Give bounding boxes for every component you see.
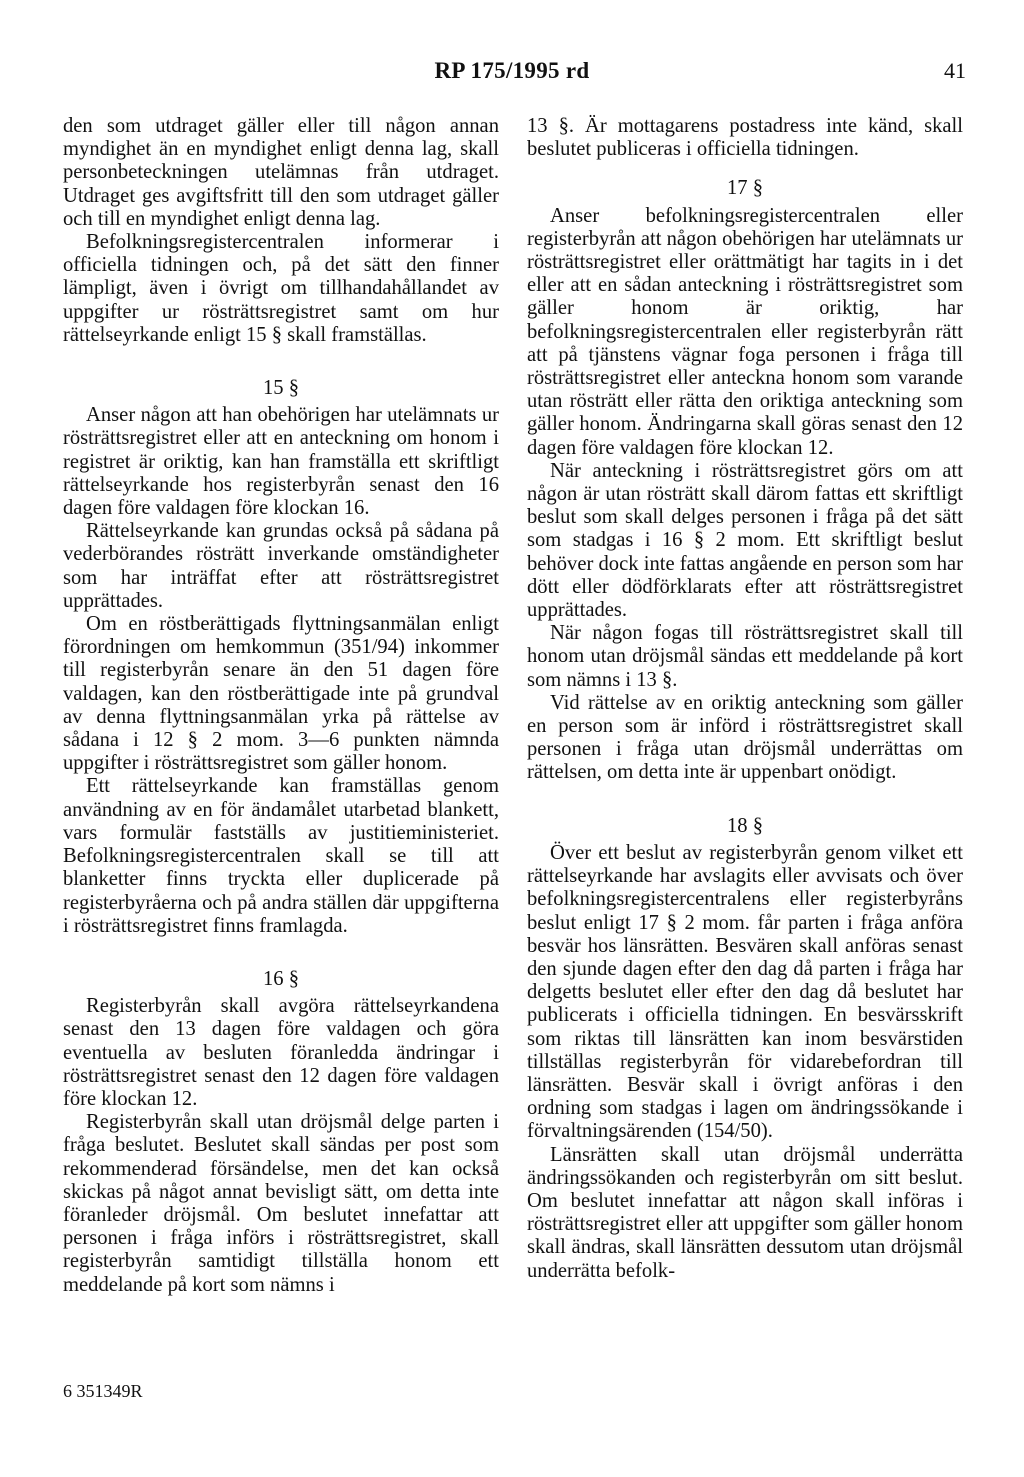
page-number: 41 — [944, 58, 966, 83]
section-heading-15: 15 § — [262, 377, 300, 400]
section-heading-18: 18 § — [726, 814, 764, 837]
paragraph: den som utdraget gäller eller till någon annan myndighet än en myndighet enligt denna lag, skall personbeteckningen utelämnas från utdraget. Utdraget ges avgiftsfritt till den som utdraget gäller och till en myndighet enligt denna lag. — [63, 115, 499, 230]
document-title: RP 175/1995 rd — [434, 58, 590, 83]
paragraph: Länsrätten skall utan dröjsmål underrätta ändringssökanden och registerbyrån om sitt beslut. Om beslutet innefattar att någon skall införas i rösträttsregistret eller att uppgifter som gäller honom skall ändras, skall länsrätten dessutom utan dröjsmål underrätta befolk- — [527, 1143, 963, 1282]
footer-print-code: 6 351349R — [63, 1381, 143, 1401]
page-header — [0, 58, 1024, 88]
right-column — [527, 115, 963, 1283]
paragraph: Registerbyrån skall avgöra rättelseyrkandena senast den 13 dagen före valdagen och göra eventuella av besluten föranledda ändringar i rösträttsregistret senast den 12 dagen före valdagen före klockan 12. — [63, 995, 499, 1110]
paragraph: När någon fogas till rösträttsregistret skall till honom utan dröjsmål sändas ett meddelande på kort som nämns i 13 §. — [527, 622, 963, 691]
section-heading-17: 17 § — [726, 177, 764, 200]
paragraph: Anser någon att han obehörigen har utelämnats ur rösträttsregistret eller att en anteckning om honom i registret är oriktig, kan han framställa ett skriftligt rättelseyrkande hos registerbyrån senast den 16 dagen före valdagen före klockan 16. — [63, 404, 499, 520]
left-column — [63, 115, 499, 1297]
paragraph: 13 §. Är mottagarens postadress inte känd, skall beslutet publiceras i officiella tidningen. — [527, 115, 963, 161]
paragraph: Vid rättelse av en oriktig anteckning som gäller en person som är införd i rösträttsregistret skall personen i fråga utan dröjsmål underrättas om rättelsen, om detta inte är uppenbart onödigt. — [527, 691, 963, 784]
paragraph: Över ett beslut av registerbyrån genom vilket ett rättelseyrkande har avslagits eller avvisats och över befolkningsregistercentralens eller registerbyråns beslut enligt 17 § 2 mom. får parten i fråga anföra besvär hos länsrätten. Besvären skall anföras senast den sjunde dagen efter den dag då parten i fråga har delgetts beslutet eller efter den dag då beslutet har publicerats i officiella tidningen. En besvärsskrift som riktas till länsrätten kan inom besvärstiden tillställas registerbyrån för vidarebefordran till länsrätten. Besvär skall i övrigt anföras i den ordning som stadgas i lagen om ändringssökande i förvaltningsärenden (154/50). — [527, 841, 963, 1143]
paragraph: Befolkningsregistercentralen informerar i officiella tidningen och, på det sätt den finner lämpligt, även i övrigt om tillhandahållandet av uppgifter ur rösträttsregistret samt om hur rättelseyrkande enligt 15 § skall framställas. — [63, 231, 499, 346]
section-heading-16: 16 § — [262, 967, 300, 990]
paragraph: Rättelseyrkande kan grundas också på sådana på vederbörandes rösträtt inverkande omständigheter som har inträffat efter att rösträttsregistret upprättades. — [63, 520, 499, 612]
paragraph: Anser befolkningsregistercentralen eller registerbyrån att någon obehörigen har utelämnats ur rösträttsregistret eller orättmätigt har tagits in i det eller att en sådan anteckning i rösträttsregistret som gäller honom är oriktig, har befolkningsregistercentralen eller registerbyrån rätt att på tjänstens vägnar foga personen i fråga till rösträttsregistret eller anteckna honom som varande utan rösträtt eller rätta den oriktiga anteckning som gäller honom. Ändringarna skall göras senast den 12 dagen före valdagen före klockan 12. — [527, 204, 963, 459]
paragraph: När anteckning i rösträttsregistret görs om att någon är utan rösträtt skall därom fattas ett skriftligt beslut som skall delges personen i fråga på det sätt som stadgas i 16 § 2 mom. Ett skriftligt beslut behöver dock inte fattas angående en person som har dött eller dödförklarats efter att rösträttsregistret upprättades. — [527, 459, 963, 622]
paragraph: Registerbyrån skall utan dröjsmål delge parten i fråga beslutet. Beslutet skall sändas per post som rekommenderad försändelse, men det kan också skickas på något annat bevisligt sätt, om detta inte föranleder dröjsmål. Om beslutet innefattar att personen i fråga införs i rösträttsregistret, skall registerbyrån samtidigt tillställa honom ett meddelande på kort som nämns i — [63, 1111, 499, 1296]
paragraph: Om en röstberättigads flyttningsanmälan enligt förordningen om hemkommun (351/94) inkommer till registerbyrån senare än den 51 dagen före valdagen, kan den röstberättigade inte på grundval av denna flyttningsanmälan yrka på rättelse av sådana i 12 § 2 mom. 3—6 punkten nämnda uppgifter i rösträttsregistret som gäller honom. — [63, 613, 499, 775]
paragraph: Ett rättelseyrkande kan framställas genom användning av en för ändamålet utarbetad blankett, vars formulär fastställs av justitieministeriet. Befolkningsregistercentralen skall se till att blanketter finns tryckta eller duplicerade på registerbyråerna och på andra ställen där uppgifterna i rösträttsregistret finns framlagda. — [63, 775, 499, 937]
